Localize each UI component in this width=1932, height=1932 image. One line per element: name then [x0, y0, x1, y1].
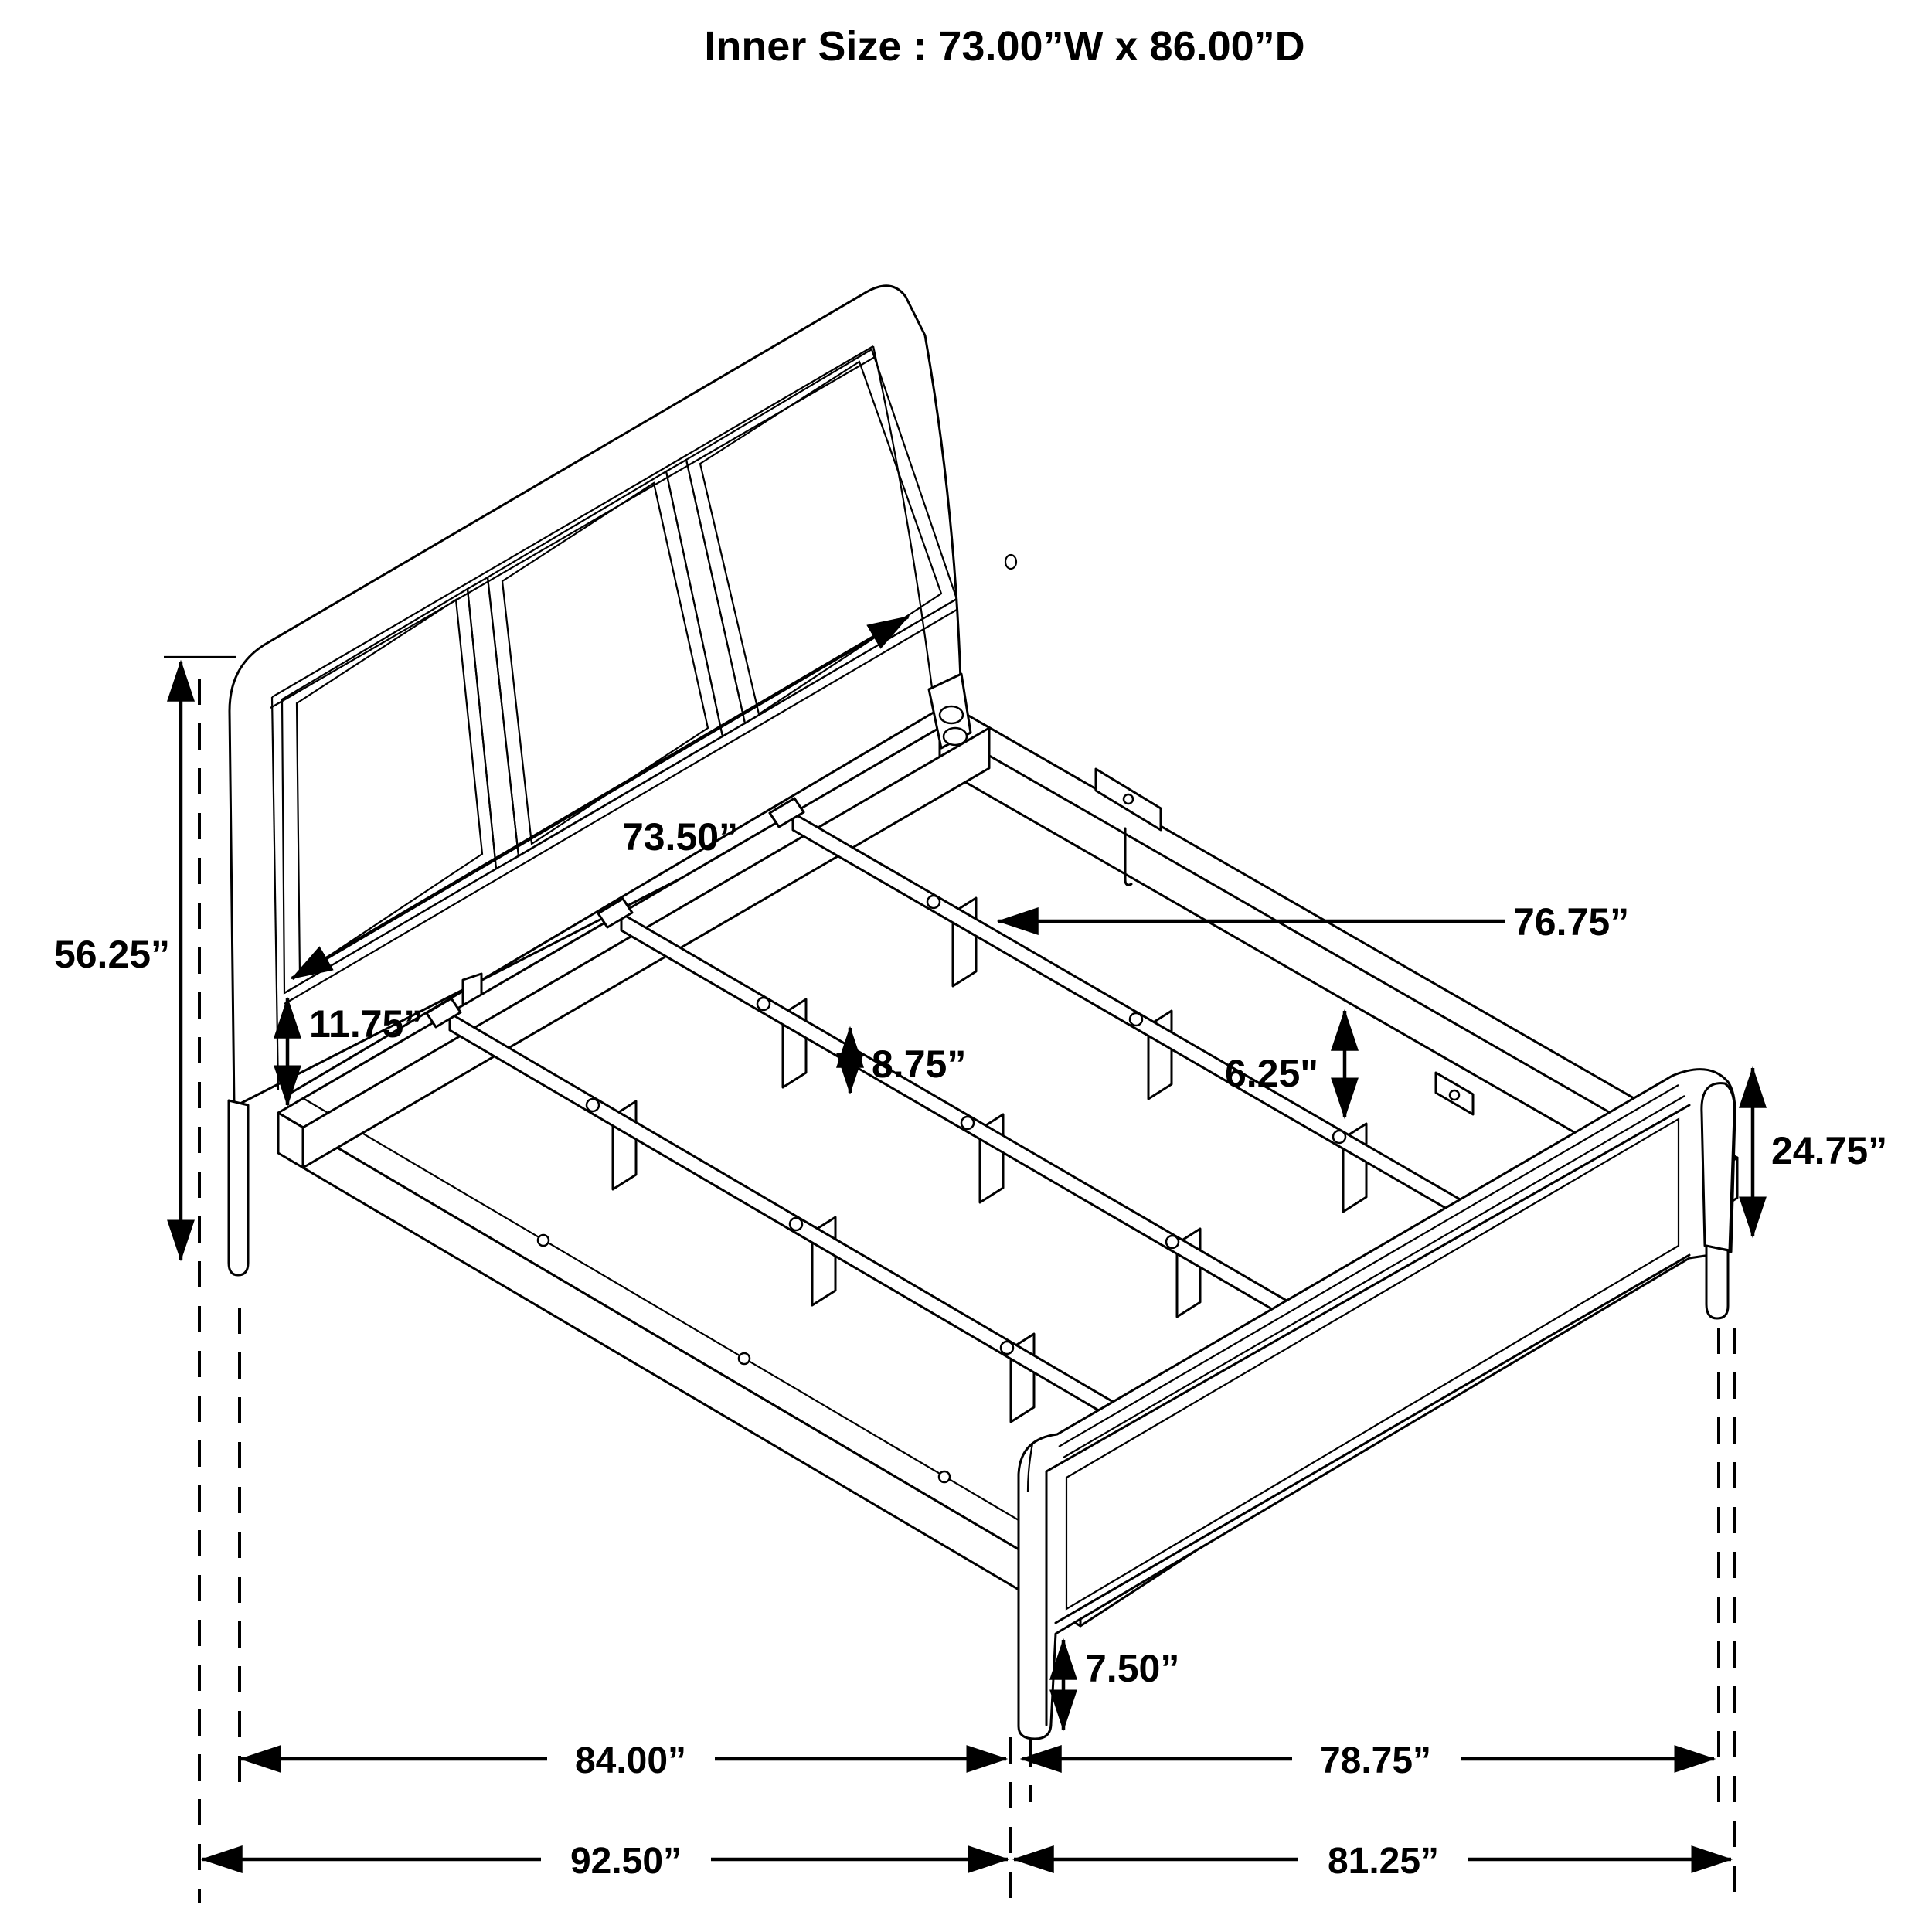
dim-label-headboard-width: 73.50”	[621, 815, 739, 859]
rail-screw	[739, 1353, 750, 1364]
slat-screw	[587, 1099, 599, 1111]
dim-label-leg-height: 8.75”	[872, 1043, 967, 1086]
headboard-front-leg	[229, 1100, 248, 1275]
dim-row-inner-length	[241, 1740, 1006, 1781]
diagram-title: Inner Size : 73.00”W x 86.00”D	[704, 23, 1305, 70]
slat-screw	[1130, 1013, 1142, 1026]
dim-footboard-clearance	[1063, 1640, 1179, 1730]
dim-row-inner-width	[1022, 1740, 1714, 1781]
dim-label-deck-gap: 11.75”	[309, 1002, 423, 1046]
dim-row-outer-width	[1014, 1841, 1731, 1882]
footboard-right-leg	[1706, 1246, 1728, 1318]
slat-screw	[790, 1218, 802, 1230]
dim-headboard-height	[54, 657, 236, 1260]
bracket-screw	[1124, 794, 1133, 804]
slat-screw	[961, 1117, 974, 1129]
rail-screw	[538, 1235, 549, 1246]
slat-screw	[927, 896, 940, 908]
bracket-screw	[1450, 1090, 1459, 1100]
slat-screw	[757, 998, 770, 1010]
bed-frame-art	[199, 286, 1737, 1903]
post-bolt-hole-lower	[944, 728, 967, 745]
dim-label-footboard-height: 24.75”	[1771, 1129, 1888, 1172]
dim-label-headboard-height: 56.25”	[53, 933, 171, 976]
dim-label-outer-width: 81.25”	[1327, 1841, 1440, 1882]
dim-label-outer-length: 92.50”	[570, 1841, 682, 1882]
headboard-post-side-hole	[1005, 555, 1016, 569]
dim-footboard-height	[1753, 1068, 1887, 1236]
dim-row-outer-length	[202, 1841, 1008, 1882]
slat-screw	[1333, 1131, 1345, 1143]
dim-label-footboard-clearance: 7.50”	[1085, 1647, 1180, 1690]
dim-label-rail-gap: 6.25"	[1224, 1052, 1318, 1095]
slat-screw	[1166, 1236, 1179, 1248]
dim-label-inner-width: 78.75”	[1319, 1740, 1432, 1781]
slat-screw	[1001, 1342, 1013, 1354]
dim-label-inner-length: 84.00”	[574, 1740, 687, 1781]
dim-label-slat-length: 76.75”	[1513, 900, 1630, 944]
post-bolt-hole-upper	[940, 706, 963, 723]
footboard-right-post	[1702, 1083, 1734, 1250]
rail-screw	[939, 1471, 950, 1482]
